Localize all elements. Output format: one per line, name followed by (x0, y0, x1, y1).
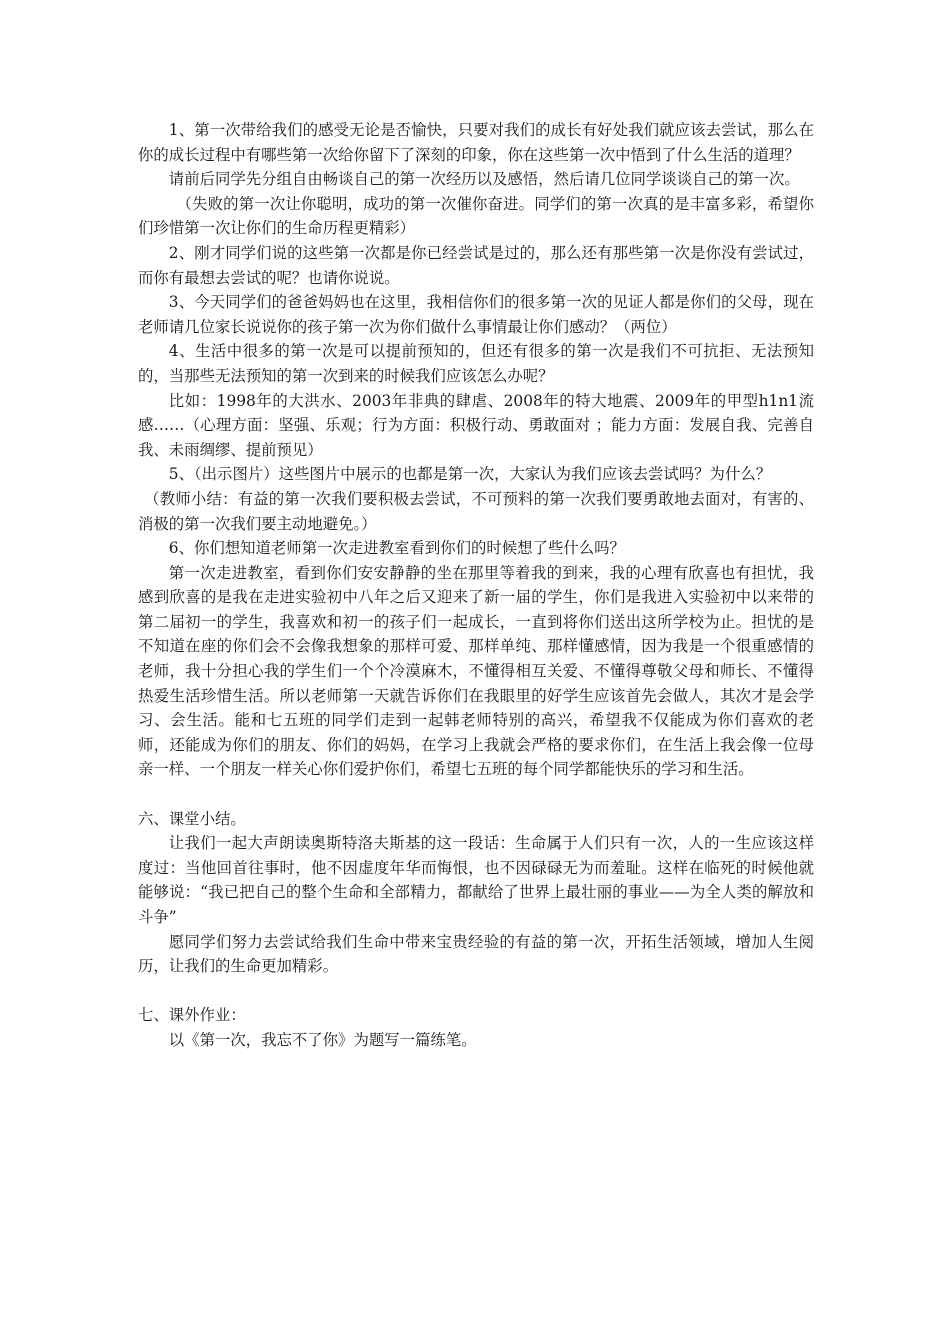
paragraph-quote: 让我们一起大声朗读奥斯特洛夫斯基的这一段话：生命属于人们只有一次，人的一生应该这样度过：当他回首往事时，他不因虚度年华而悔恨，也不因碌碌无为而羞耻。这样在临死的时候他就能够说：“我已把自己的整个生命和全部精力，都献给了世界上最壮丽的事业——为全人类的解放和斗争” (138, 834, 814, 926)
paragraph-q2: 2、刚才同学们说的这些第一次都是你已经尝试是过的，那么还有那些第一次是你没有尝试过，而你有最想去尝试的呢？也请你说说。 (138, 243, 814, 287)
paragraph-q6: 6、你们想知道老师第一次走进教室看到你们的时候想了些什么吗？ (168, 539, 625, 558)
section-heading-class-summary: 六、课堂小结。 (138, 809, 246, 828)
paragraph-teacher-summary: （教师小结：有益的第一次我们要积极去尝试，不可预料的第一次我们要勇敢地去面对，有害的、消极的第一次我们要主动地避免。） (138, 489, 814, 533)
paragraph-teacher-story: 第一次走进教室，看到你们安安静静的坐在那里等着我的到来，我的心理有欣喜也有担忧，我感到欣喜的是我在走进实验初中八年之后又迎来了新一届的学生，你们是我进入实验初中以来带的第二届初一的学生，我喜欢和初一的孩子们一起成长，一直到将你们送出这所学校为止。担忧的是不知道在座的你们会不会像我想象的那样可爱、那样单纯、那样懂感情，因为我是一个很重感情的老师，我十分担心我的学生们一个个冷漠麻木，不懂得相互关爱、不懂得尊敬父母和师长、不懂得热爱生活珍惜生活。所以老师第一天就告诉你们在我眼里的好学生应该首先会做人，其次才是会学习、会生活。能和七五班的同学们走到一起韩老师特别的高兴，希望我不仅能成为你们喜欢的老师，还能成为你们的朋友、你们的妈妈，在学习上我就会严格的要求你们，在生活上我会像一位母亲一样、一个朋友一样关心你们爱护你们，希望七五班的每个同学都能快乐的学习和生活。 (138, 563, 814, 779)
paragraph-group-discussion: 请前后同学先分组自由畅谈自己的第一次经历以及感悟，然后请几位同学谈谈自己的第一次。 (168, 170, 800, 189)
paragraph-q3: 3、今天同学们的爸爸妈妈也在这里，我相信你们的很多第一次的见证人都是你们的父母，现在老师请几位家长说说你的孩子第一次为你们做什么事情最让你们感动？（两位） (138, 293, 814, 336)
paragraph-wish: 愿同学们努力去尝试给我们生命中带来宝贵经验的有益的第一次，开拓生活领域，增加人生阅历，让我们的生命更加精彩。 (138, 932, 814, 976)
paragraph-summary-note: （失败的第一次让你聪明，成功的第一次催你奋进。同学们的第一次真的是丰富多彩，希望你们珍惜第一次让你们的生命历程更精彩） (138, 194, 814, 238)
paragraph-q1: 1、第一次带给我们的感受无论是否愉快，只要对我们的成长有好处我们就应该去尝试，那么在你的成长过程中有哪些第一次给你留下了深刻的印象，你在这些第一次中悟到了什么生活的道理？ (138, 121, 814, 164)
paragraph-examples: 比如：1998年的大洪水、2003年非典的肆虐、2008年的特大地震、2009年的甲型h1n1流感……（心理方面：坚强、乐观；行为方面：积极行动、勇敢面对 ；能力方面：发展自我、完善自我、未雨绸缪、提前预见） (138, 391, 814, 459)
paragraph-q5: 5、（出示图片）这些图片中展示的也都是第一次，大家认为我们应该去尝试吗？为什么？ (168, 465, 772, 484)
paragraph-q4: 4、生活中很多的第一次是可以提前预知的，但还有很多的第一次是我们不可抗拒、无法预知的，当那些无法预知的第一次到来的时候我们应该怎么办呢？ (138, 342, 814, 385)
section-heading-homework: 七、课外作业： (138, 1006, 246, 1025)
paragraph-homework: 以《第一次，我忘不了你》为题写一篇练笔。 (168, 1030, 477, 1049)
document-page (138, 118, 814, 1053)
